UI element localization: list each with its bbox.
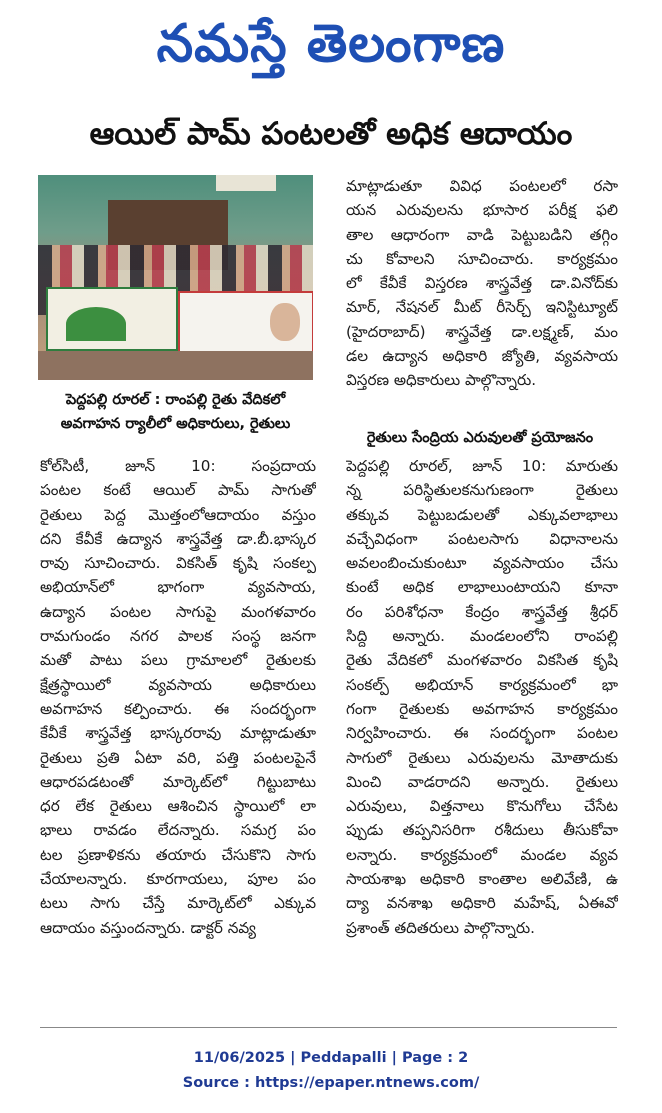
text-line: టల ప్రణాళికను తయారు చేసుకొని సాగు bbox=[40, 845, 316, 864]
text-line: ఆధారపడటంతో మార్కెట్‌లో గిట్టుబాటు bbox=[40, 772, 316, 791]
text-line: ప్పుడు తప్పనిసరిగా రశీదులు తీసుకోవా bbox=[346, 821, 618, 840]
text-line: మార్, నేషనల్ మీట్ రీసెర్చ్ ఇనిస్టిట్యూట్ bbox=[346, 298, 618, 317]
building-sign bbox=[216, 175, 276, 191]
text-line: లో కేవీకే విస్తరణ శాస్త్రవేత్త డా.వినోద్‌కు bbox=[346, 274, 618, 293]
photo-caption-line: అవగాహన ర్యాలీలో అధికారులు, రైతులు bbox=[60, 416, 291, 432]
text-line: రైతు వేదికలో మంగళవారం వికసిత కృషి bbox=[346, 651, 618, 670]
text-line: ఎరువులు, విత్తనాలు కొనుగోలు చేసేట bbox=[346, 797, 618, 816]
text-line: ఆదాయం వస్తుందన్నారు. డాక్టర్ నవ్య bbox=[40, 918, 256, 937]
text-line: డల ఉద్యాన అధికారి జ్యోతి, వ్యవసాయ bbox=[346, 347, 618, 366]
text-line: పెద్దపల్లి రూరల్, జూన్ 10: మారుతు bbox=[346, 457, 618, 475]
awareness-banner-right bbox=[178, 291, 313, 355]
newspaper-masthead: నమస్తే తెలంగాణ bbox=[156, 13, 506, 74]
text-line: తక్కువ పెట్టుబడులతో ఎక్కువలాభాలు bbox=[346, 505, 618, 524]
text-line: మాట్లాడుతూ వివిధ పంటలలో రసా bbox=[346, 177, 618, 195]
text-line: మతో పాటు పలు గ్రామాలలో రైతులకు bbox=[40, 651, 316, 670]
text-line: (హైదరాబాద్) శాస్త్రవేత్త డా.లక్ష్మణ్, మం bbox=[346, 322, 618, 341]
footer-divider bbox=[40, 1027, 617, 1028]
text-line: చు కోవాలని సూచించారు. కార్యక్రమం bbox=[346, 249, 618, 268]
text-line: అవగాహన కల్పించారు. ఈ సందర్భంగా bbox=[40, 699, 316, 718]
text-line: దని కేవీకే ఉద్యాన శాస్త్రవేత్త డా.బీ.భాస్కర bbox=[40, 529, 316, 548]
text-line: వచ్చేవిధంగా పంటలసాగు విధానాలను bbox=[346, 529, 618, 548]
article-left-column bbox=[40, 454, 316, 940]
banner-portrait bbox=[270, 303, 300, 341]
text-line: రైతులు పెద్ద మొత్తంలోఆదాయం వస్తుం bbox=[40, 505, 316, 524]
text-line: విస్తరణ అధికారులు పాల్గొన్నారు. bbox=[346, 371, 537, 390]
text-line: ధర లేక రైతులు ఆశించిన స్థాయిలో లా bbox=[40, 797, 316, 816]
text-line: నిర్వహించారు. ఈ సందర్భంగా పంటల bbox=[346, 724, 618, 743]
text-line: టలు సాగు చేస్తే మార్కెట్‌లో ఎక్కువ bbox=[40, 894, 316, 913]
second-article-subhead: రైతులు సేంద్రియ ఎరువులతో ప్రయోజనం bbox=[366, 430, 594, 446]
text-line: గంగా రైతులకు అవగాహన కార్యక్రమం bbox=[346, 699, 618, 718]
article-headline: ఆయిల్ పామ్ పంటలతో అధిక ఆదాయం bbox=[89, 116, 573, 152]
photo-ground bbox=[38, 351, 313, 380]
text-line: మించి వాడరాదని అన్నారు. రైతులు bbox=[346, 772, 618, 791]
text-line: యన ఎరువులను భూసార పరీక్ష ఫలి bbox=[346, 201, 618, 220]
text-line: క్షేత్రస్థాయిలో వ్యవసాయ అధికారులు bbox=[40, 675, 316, 694]
text-line: ద్యా వనశాఖ అధికారి మహేష్, ఏఈవో bbox=[346, 894, 618, 913]
text-line: ప్రశాంత్ తదితరులు పాల్గొన్నారు. bbox=[346, 918, 535, 937]
text-line: కేవీకే శాస్త్రవేత్త భాస్కరరావు మాట్లాడుతూ bbox=[40, 724, 316, 743]
second-article-body bbox=[346, 454, 618, 940]
banner-emblem bbox=[66, 307, 126, 341]
footer-source-link[interactable]: Source : https://epaper.ntnews.com/ bbox=[182, 1075, 480, 1091]
text-line: అవలంబించుకుంటూ వ్యవసాయం చేసు bbox=[346, 554, 618, 573]
text-line: రం పరిశోధనా కేంద్రం శాస్త్రవేత్త శ్రీధర్ bbox=[346, 602, 618, 621]
text-line: సాగులో రైతులు ఎరువులను మోతాదుకు bbox=[346, 748, 618, 767]
text-line: రావు సూచించారు. వికసిత్ కృషి సంకల్ప bbox=[40, 554, 316, 573]
text-line: సంకల్ప్ అభియాన్ కార్యక్రమంలో భా bbox=[346, 675, 618, 694]
text-line: అభియాన్‌లో భాగంగా వ్యవసాయ, bbox=[40, 578, 316, 597]
text-line: రామగుండం నగర పాలక సంస్థ జనగా bbox=[40, 627, 316, 646]
text-line: కోల్‌సిటీ, జూన్ 10: సంప్రదాయ bbox=[40, 457, 316, 475]
text-line: చేయాలన్నారు. కూరగాయలు, పూల పం bbox=[40, 870, 316, 889]
photo-caption bbox=[38, 388, 313, 436]
text-line: కుంటే అధిక లాభాలుంటాయని కూనా bbox=[346, 578, 618, 597]
text-line: రైతులు ప్రతి ఏటా వరి, పత్తి పంటలపైనే bbox=[40, 748, 316, 767]
awareness-banner-left bbox=[46, 287, 178, 351]
text-line: ఉద్యాన పంటల సాగుపై మంగళవారం bbox=[40, 602, 316, 621]
article-right-column bbox=[346, 174, 618, 393]
text-line: సిద్ది అన్నారు. మండలంలోని రాంపల్లి bbox=[346, 627, 618, 646]
photo-caption-line: పెద్దపల్లి రూరల్ : రాంపల్లి రైతు వేదికలో bbox=[65, 392, 286, 408]
text-line: లన్నారు. కార్యక్రమంలో మండల వ్యవ bbox=[346, 845, 618, 864]
text-line: సాయశాఖ అధికారి కాంతాల అలివేణి, ఉ bbox=[346, 870, 618, 889]
footer-date-edition: 11/06/2025 | Peddapalli | Page : 2 bbox=[193, 1050, 469, 1066]
text-line: భాలు రావడం లేదన్నారు. సమగ్ర పం bbox=[40, 821, 316, 840]
article-photo bbox=[38, 175, 313, 380]
text-line: న్న పరిస్థితులకనుగుణంగా రైతులు bbox=[346, 481, 618, 500]
text-line: పంటల కంటే ఆయిల్ పామ్ సాగుతో bbox=[40, 481, 316, 500]
text-line: తాల ఆధారంగా వాడి పెట్టుబడిని తగ్గిం bbox=[346, 225, 618, 244]
